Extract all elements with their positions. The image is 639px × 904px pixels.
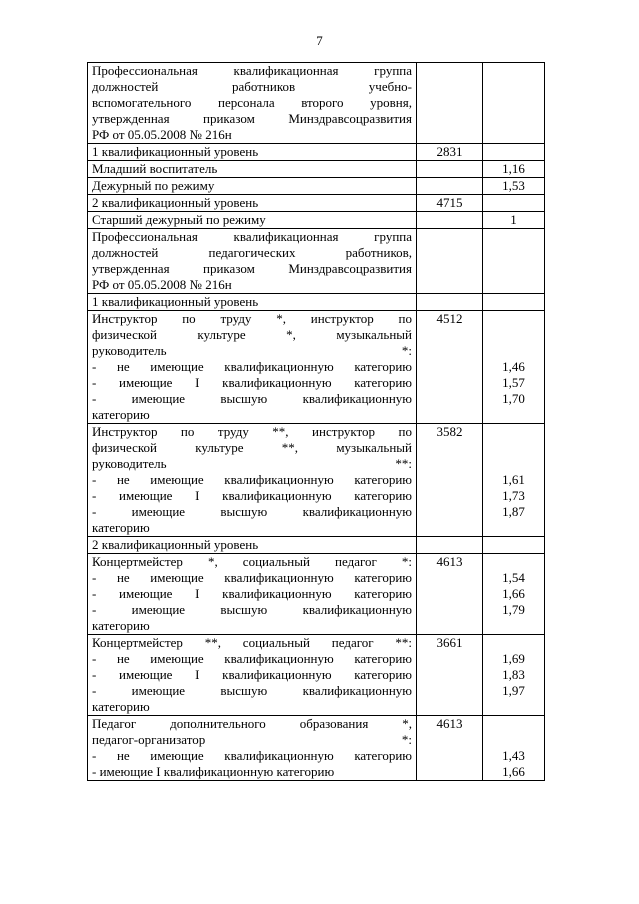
- coefficient-value: [487, 635, 540, 651]
- position-name-line: РФ от 05.05.2008 № 216н: [92, 277, 232, 292]
- coefficient-value: [487, 440, 540, 456]
- position-name-line: Концертмейстер **, социальный педагог **:: [92, 635, 412, 650]
- base-salary-cell: 3661: [417, 635, 483, 716]
- position-name-line: Инструктор по труду *, инструктор по: [92, 311, 412, 326]
- coefficient-cell: [483, 424, 545, 537]
- position-name-line: - не имеющие квалификационную категорию: [92, 651, 412, 666]
- position-name-line: - имеющие высшую квалификационную: [92, 683, 412, 698]
- coefficient-cell: [483, 294, 545, 311]
- coefficient-value: 1,69: [502, 651, 525, 666]
- position-name-line: руководитель **:: [92, 456, 412, 471]
- position-name-line: утвержденная приказом Минздравсоцразвития: [92, 111, 412, 126]
- coefficient-value: 1,83: [502, 667, 525, 682]
- coefficient-cell: [483, 311, 545, 424]
- base-salary-cell: [417, 178, 483, 195]
- table-row: [88, 195, 545, 212]
- coefficient-value: 1,70: [502, 391, 525, 406]
- coefficient-value: 1,53: [502, 178, 525, 193]
- position-name-line: Старший дежурный по режиму: [92, 212, 266, 227]
- page-number: 7: [316, 33, 323, 48]
- coefficient-value: 1,16: [502, 161, 525, 176]
- base-salary-cell: [417, 212, 483, 229]
- position-name-cell: [88, 63, 417, 144]
- coefficient-value: 1,57: [502, 375, 525, 390]
- table-row: [88, 178, 545, 195]
- position-name-line: РФ от 05.05.2008 № 216н: [92, 127, 232, 142]
- base-salary-cell: 3582: [417, 424, 483, 537]
- coefficient-value: 1,46: [502, 359, 525, 374]
- position-name-line: - не имеющие квалификационную категорию: [92, 359, 412, 374]
- position-name-line: - имеющие высшую квалификационную: [92, 391, 412, 406]
- position-name-line: - имеющие I квалификационную категорию: [92, 375, 412, 390]
- position-name-line: вспомогательного персонала второго уровня,: [92, 95, 412, 110]
- coefficient-cell: [483, 635, 545, 716]
- position-name-line: Инструктор по труду **, инструктор по: [92, 424, 412, 439]
- position-name-line: категорию: [92, 520, 150, 535]
- position-name-line: физической культуре *, музыкальный: [92, 327, 412, 342]
- position-name-line: Дежурный по режиму: [92, 178, 215, 193]
- coefficient-value: 1,54: [502, 570, 525, 585]
- coefficient-cell: [483, 178, 545, 195]
- position-name-line: - не имеющие квалификационную категорию: [92, 570, 412, 585]
- coefficient-value: 1,79: [502, 602, 525, 617]
- coefficient-cell: [483, 716, 545, 781]
- coefficient-value: 1,87: [502, 504, 525, 519]
- position-name-cell: [88, 424, 417, 537]
- coefficient-cell: [483, 63, 545, 144]
- position-name-line: - имеющие I квалификационную категорию: [92, 488, 412, 503]
- coefficient-value: 1,97: [502, 683, 525, 698]
- base-salary-cell: 4613: [417, 716, 483, 781]
- coefficient-value: 1,66: [502, 764, 525, 779]
- table-row: [88, 161, 545, 178]
- table-row: [88, 716, 545, 781]
- base-salary-cell: 4512: [417, 311, 483, 424]
- coefficient-value: [487, 424, 540, 440]
- position-name-cell: [88, 294, 417, 311]
- coefficient-value: [487, 343, 540, 359]
- position-name-line: 2 квалификационный уровень: [92, 195, 259, 210]
- position-name-line: Младший воспитатель: [92, 161, 218, 176]
- coefficient-value: [487, 456, 540, 472]
- position-name-cell: [88, 635, 417, 716]
- table-row: [88, 537, 545, 554]
- base-salary-cell: [417, 537, 483, 554]
- coefficient-value: 1,43: [502, 748, 525, 763]
- position-name-line: - имеющие высшую квалификационную: [92, 602, 412, 617]
- position-name-line: 1 квалификационный уровень: [92, 144, 259, 159]
- salary-table: [87, 62, 545, 781]
- position-name-cell: [88, 212, 417, 229]
- coefficient-cell: [483, 161, 545, 178]
- position-name-cell: [88, 554, 417, 635]
- base-salary-cell: [417, 63, 483, 144]
- coefficient-value: [487, 311, 540, 327]
- table-row: [88, 144, 545, 161]
- coefficient-value: [487, 554, 540, 570]
- position-name-line: Профессиональная квалификационная группа: [92, 229, 412, 244]
- position-name-cell: [88, 229, 417, 294]
- position-name-cell: [88, 195, 417, 212]
- position-name-line: должностей педагогических работников,: [92, 245, 412, 260]
- table-row: [88, 229, 545, 294]
- base-salary-cell: 4715: [417, 195, 483, 212]
- position-name-line: руководитель *:: [92, 343, 412, 358]
- position-name-line: категорию: [92, 407, 150, 422]
- base-salary-cell: [417, 294, 483, 311]
- base-salary-cell: [417, 161, 483, 178]
- position-name-line: должностей работников учебно-: [92, 79, 412, 94]
- salary-table-body: [88, 63, 545, 781]
- position-name-cell: [88, 178, 417, 195]
- position-name-line: - имеющие высшую квалификационную: [92, 504, 412, 519]
- position-name-line: - не имеющие квалификационную категорию: [92, 472, 412, 487]
- coefficient-value: 1: [510, 212, 517, 227]
- coefficient-value: 1,73: [502, 488, 525, 503]
- base-salary-cell: [417, 229, 483, 294]
- coefficient-value: [487, 327, 540, 343]
- position-name-line: 1 квалификационный уровень: [92, 294, 259, 309]
- position-name-line: - имеющие I квалификационную категорию: [92, 586, 412, 601]
- coefficient-cell: [483, 144, 545, 161]
- table-row: [88, 554, 545, 635]
- coefficient-cell: [483, 537, 545, 554]
- table-row: [88, 63, 545, 144]
- position-name-line: категорию: [92, 618, 150, 633]
- position-name-line: Педагог дополнительного образования *,: [92, 716, 412, 731]
- position-name-line: физической культуре **, музыкальный: [92, 440, 412, 455]
- table-row: [88, 212, 545, 229]
- coefficient-value: [487, 716, 540, 732]
- position-name-line: педагог-организатор *:: [92, 732, 412, 747]
- table-row: [88, 635, 545, 716]
- table-row: [88, 311, 545, 424]
- position-name-line: категорию: [92, 699, 150, 714]
- coefficient-value: 1,61: [502, 472, 525, 487]
- position-name-cell: [88, 161, 417, 178]
- coefficient-cell: [483, 195, 545, 212]
- position-name-cell: [88, 144, 417, 161]
- base-salary-cell: 4613: [417, 554, 483, 635]
- position-name-cell: [88, 716, 417, 781]
- coefficient-value: [487, 732, 540, 748]
- coefficient-cell: [483, 554, 545, 635]
- base-salary-cell: 2831: [417, 144, 483, 161]
- position-name-cell: [88, 311, 417, 424]
- coefficient-cell: [483, 229, 545, 294]
- position-name-line: 2 квалификационный уровень: [92, 537, 259, 552]
- position-name-line: Концертмейстер *, социальный педагог *:: [92, 554, 412, 569]
- table-row: [88, 294, 545, 311]
- position-name-cell: [88, 537, 417, 554]
- position-name-line: - имеющие I квалификационную категорию: [92, 764, 335, 779]
- position-name-line: утвержденная приказом Минздравсоцразвития: [92, 261, 412, 276]
- coefficient-value: 1,66: [502, 586, 525, 601]
- position-name-line: - имеющие I квалификационную категорию: [92, 667, 412, 682]
- position-name-line: - не имеющие квалификационную категорию: [92, 748, 412, 763]
- table-row: [88, 424, 545, 537]
- position-name-line: Профессиональная квалификационная группа: [92, 63, 412, 78]
- coefficient-cell: [483, 212, 545, 229]
